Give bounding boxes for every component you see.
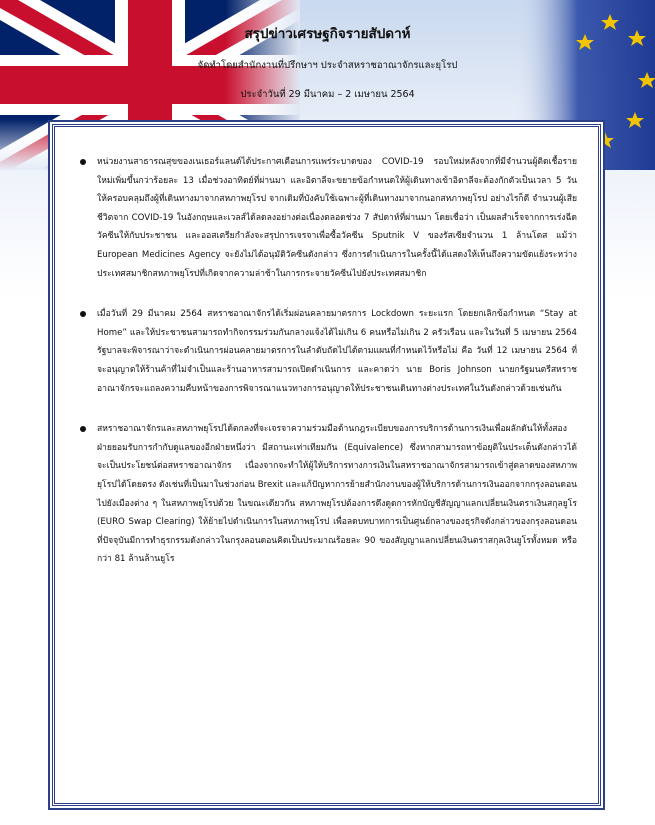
bullet-icon bbox=[80, 426, 86, 432]
news-item-text: หน่วยงานสาธารณสุขของเนเธอร์แลนด์ได้ประกาศเตือนการแพร่ระบาดของ COVID-19 รอบใหม่หลังจากที่มีจำนวนผู้ติดเชื้อรายใหม่เพิ่มขึ้นกว่าร้อยละ 13 เมื่อช่วงอาทิตย์ที่ผ่านมา และอิตาลีจะขยายข้อกำหนดให้ผู้เดินทางเข้าอิตาลีจะต้องกักตัวเป็นเวลา 5 วัน ให้ครอบคลุมถึงผู้ที่เดินทางมาจากสหภาพยุโรป จากเดิมที่บังคับใช้เฉพาะผู้ที่เดินทางมาจากนอกสหภาพยุโรป อย่างไรก็ดี จำนวนผู้เสียชีวิตจาก COVID-19 ในอังกฤษและเวลส์ได้ลดลงอย่างต่อเนื่องตลอดช่วง 7 สัปดาห์ที่ผ่านมา โดยเชื่อว่า เป็นผลสำเร็จจากการเร่งฉีดวัคซีนให้กับประชาชน และออสเตรียกำลังจะสรุปการเจรจาเพื่อซื้อวัคซีน Sputnik V ของรัสเซียจำนวน 1 ล้านโดส แม้ว่า European Medicines Agency จะยังไม่ได้อนุมัติวัคซีนดังกล่าว ซึ่งการดำเนินการในครั้งนี้ได้แสดงให้เห็นถึงความขัดแย้งระหว่างประเทศสมาชิกสหภาพยุโรปที่เกิดจากความล่าช้าในการกระจายวัคซีนไปยังประเทศสมาชิก bbox=[97, 157, 577, 279]
news-item-financial-services bbox=[97, 420, 577, 569]
news-bullet-list bbox=[97, 153, 577, 591]
news-item-text: สหราชอาณาจักรและสหภาพยุโรปได้ตกลงที่จะเจรจาความร่วมมือด้านกฎระเบียบของการบริการด้านการเงินเพื่อผลักดันให้ทั้งสองฝ่ายยอมรับการกำกับดูแลของอีกฝ่ายหนึ่งว่า มีสถานะเท่าเทียมกัน (Equivalence) ซึ่งหากสามารถหาข้อยุติในประเด็นดังกล่าวได้ จะเป็นประโยชน์ต่อสหราชอาณาจักร เนื่องจากจะทำให้ผู้ให้บริการทางการเงินในสหราชอาณาจักรสามารถเข้าสู่ตลาดของสหภาพยุโรปได้โดยตรง ดังเช่นที่เป็นมาในช่วงก่อน Brexit และแก้ปัญหาการย้ายสำนักงานของผู้ให้บริการด้านการเงินออกจากกรุงลอนดอนไปยังเมืองต่าง ๆ ในสหภาพยุโรปด้วย ในขณะเดียวกัน สหภาพยุโรปต้องการดึงดูดการหักบัญชีสัญญาแลกเปลี่ยนเงินตราเงินสกุลยูโร (EURO Swap Clearing) ให้ย้ายไปดำเนินการในสหภาพยุโรป เพื่อลดบทบาทการเป็นศูนย์กลางของธุรกิจดังกล่าวของกรุงลอนดอน ที่ปัจจุบันมีการทำธุรกรรมดังกล่าวในกรุงลอนดอนคิดเป็นประมาณร้อยละ 90 ของสัญญาแลกเปลี่ยนเงินตราสกุลเงินยูโรทั้งหมด หรือกว่า 81 ล้านล้านยูโร bbox=[97, 424, 577, 565]
news-item-covid-europe bbox=[97, 153, 577, 283]
news-item-uk-lockdown bbox=[97, 305, 577, 398]
page-title: สรุปข่าวเศรษฐกิจรายสัปดาห์ bbox=[244, 26, 411, 42]
newsletter-header bbox=[0, 22, 655, 102]
bullet-icon bbox=[80, 311, 86, 317]
content-frame bbox=[52, 124, 601, 806]
date-range: ประจำวันที่ 29 มีนาคม – 2 เมษายน 2564 bbox=[240, 89, 415, 100]
page-subtitle: จัดทำโดยสำนักงานที่ปรึกษาฯ ประจำสหราชอาณาจักรและยุโรป bbox=[197, 60, 458, 71]
bullet-icon bbox=[80, 159, 86, 165]
news-item-text: เมื่อวันที่ 29 มีนาคม 2564 สหราชอาณาจักรได้เริ่มผ่อนคลายมาตรการ Lockdown ระยะแรก โดยยกเลิกข้อกำหนด “Stay at Home” และให้ประชาชนสามารถทำกิจกรรมร่วมกันกลางแจ้งได้ไม่เกิน 6 คนหรือไม่เกิน 2 ครัวเรือน และในวันที่ 5 เมษายน 2564 รัฐบาลจะพิจารณาว่าจะดำเนินการผ่อนคลายมาตรการในลำดับถัดไปได้ตามแผนที่กำหนดไว้หรือไม่ คือ วันที่ 12 เมษายน 2564 ที่จะอนุญาตให้ร้านค้าที่ไม่จำเป็นและร้านอาหารสามารถเปิดดำเนินการ และคาดว่า นาย Boris Johnson นายกรัฐมนตรีสหราชอาณาจักรจะแถลงความคืบหน้าของการพิจารณาแนวทางการอนุญาตให้ประชาชนเดินทางต่างประเทศในวันดังกล่าวด้วยเช่นกัน bbox=[97, 309, 577, 394]
